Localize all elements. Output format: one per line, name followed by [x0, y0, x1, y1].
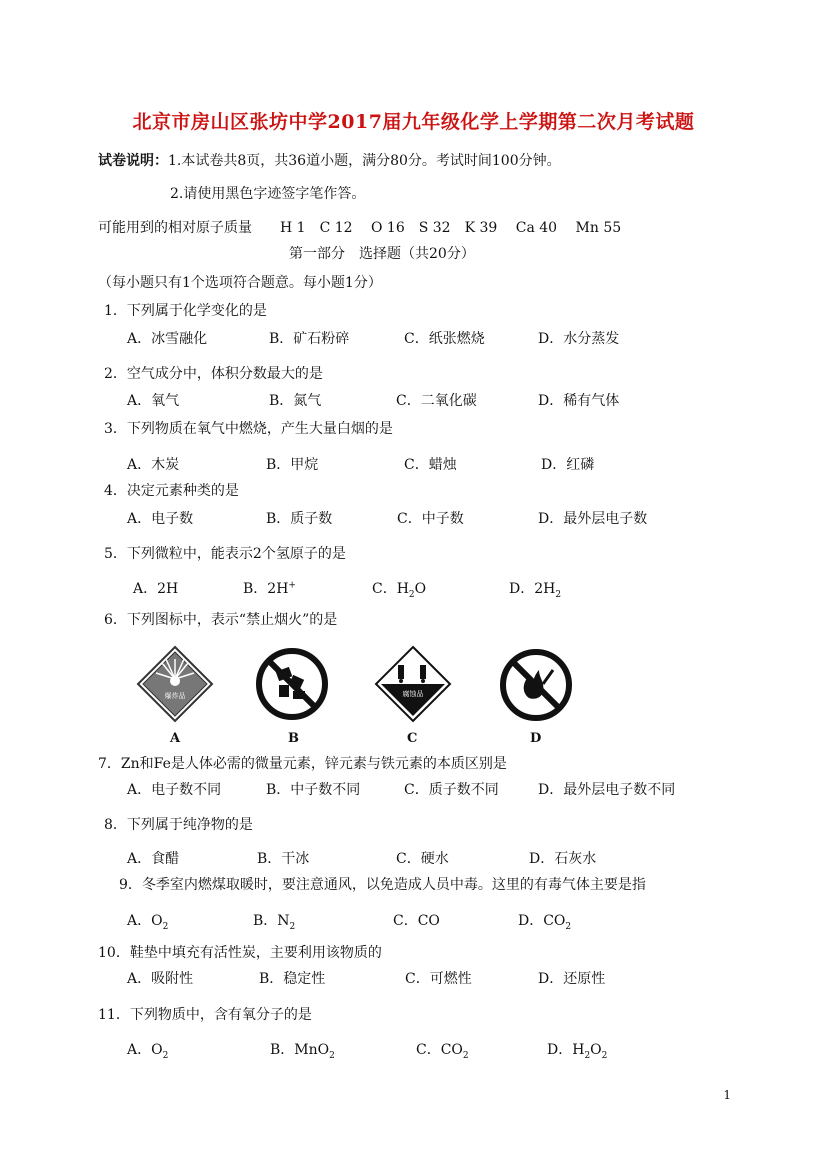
option: C．二氧化碳	[396, 393, 477, 409]
option: B．干冰	[257, 851, 310, 867]
option: B．稳定性	[259, 971, 326, 987]
option: A．氧气	[127, 393, 180, 409]
option: A．电子数	[127, 511, 194, 527]
sign-label: D	[530, 731, 542, 746]
question-stem: 4．决定元素种类的是	[104, 483, 239, 499]
option: C．中子数	[397, 511, 464, 527]
question-stem: 3．下列物质在氧气中燃烧，产生大量白烟的是	[104, 421, 393, 437]
option: C．$H_2O$	[372, 581, 427, 600]
option: C．蜡烛	[404, 457, 457, 473]
question-stem: 11．下列物质中，含有氧分子的是	[98, 1007, 312, 1023]
svg-text:爆炸品: 爆炸品	[164, 692, 186, 700]
option: D．$CO_2$	[518, 913, 572, 932]
page-number: 1	[723, 1088, 731, 1102]
corrosive-sign-icon	[374, 645, 452, 723]
option: D．水分蒸发	[538, 331, 620, 347]
option: B．甲烷	[266, 457, 319, 473]
instructions-label: 试卷说明：	[98, 153, 168, 169]
option: D．最外层电子数不同	[538, 782, 676, 798]
sign-label: A	[170, 731, 181, 746]
option: A．木炭	[127, 457, 180, 473]
option: B．2H+	[243, 580, 296, 597]
sign-label: B	[288, 731, 299, 746]
question-stem: 10．鞋垫中填充有活性炭，主要利用该物质的	[98, 945, 382, 961]
option: A．电子数不同	[127, 782, 222, 798]
option: C．可燃性	[405, 971, 472, 987]
option: C．硬水	[396, 851, 449, 867]
page-title: 北京市房山区张坊中学2017届九年级化学上学期第二次月考试题	[132, 111, 695, 133]
question-stem: 2．空气成分中，体积分数最大的是	[104, 366, 323, 382]
question-stem: 9．冬季室内燃煤取暖时，要注意通风，以免造成人员中毒。这里的有毒气体主要是指	[119, 877, 646, 893]
section-title: 第一部分 选择题（共20分）	[289, 246, 475, 262]
option: C．$CO_2$	[416, 1042, 469, 1061]
option: C．质子数不同	[404, 782, 499, 798]
option: B．MnO$_2$	[270, 1042, 335, 1061]
prohibition-sign-icon	[255, 647, 329, 721]
option: A．$O_2$	[127, 1042, 169, 1061]
question-stem: 5．下列微粒中，能表示2个氢原子的是	[104, 546, 346, 562]
option: B．氮气	[269, 393, 322, 409]
sign-label: C	[407, 731, 418, 746]
option: B．质子数	[266, 511, 333, 527]
option: A．$O_2$	[127, 913, 169, 932]
option: B．矿石粉碎	[269, 331, 350, 347]
atomic-masses: 可能用到的相对原子质量 H 1 C 12 O 16 S 32 K 39 Ca 40 Mn 55	[98, 220, 622, 236]
option: D．最外层电子数	[538, 511, 648, 527]
option: A．吸附性	[127, 971, 194, 987]
section-note: （每小题只有1个选项符合题意。每小题1分）	[98, 275, 382, 291]
option: D．稀有气体	[538, 393, 620, 409]
option: D．还原性	[538, 971, 606, 987]
option: B．中子数不同	[266, 782, 361, 798]
option: A．2H	[133, 581, 179, 597]
no-fire-sign-icon	[499, 648, 573, 722]
option: A．冰雪融化	[127, 331, 208, 347]
instructions-line2: 2.请使用黑色字迹签字笔作答。	[170, 186, 366, 202]
option: C．CO	[393, 913, 440, 929]
svg-text:腐蚀品: 腐蚀品	[402, 690, 424, 698]
question-stem: 6．下列图标中，表示“禁止烟火”的是	[104, 612, 338, 628]
option: D．$H_2O_2$	[547, 1042, 608, 1061]
question-stem: 7．Zn和Fe是人体必需的微量元素，锌元素与铁元素的本质区别是	[98, 756, 507, 772]
option: D．石灰水	[529, 851, 597, 867]
option: D．红磷	[541, 457, 595, 473]
option: C．纸张燃烧	[404, 331, 485, 347]
instructions-line1: 试卷说明：1.本试卷共8页，共36道小题，满分80分。考试时间100分钟。	[98, 153, 561, 169]
option: A．食醋	[127, 851, 180, 867]
explosive-sign-icon	[136, 645, 214, 723]
question-stem: 1．下列属于化学变化的是	[104, 303, 267, 319]
option: D．$2H_2$	[509, 581, 562, 600]
option: B．$N_2$	[253, 913, 296, 932]
question-stem: 8．下列属于纯净物的是	[104, 817, 253, 833]
